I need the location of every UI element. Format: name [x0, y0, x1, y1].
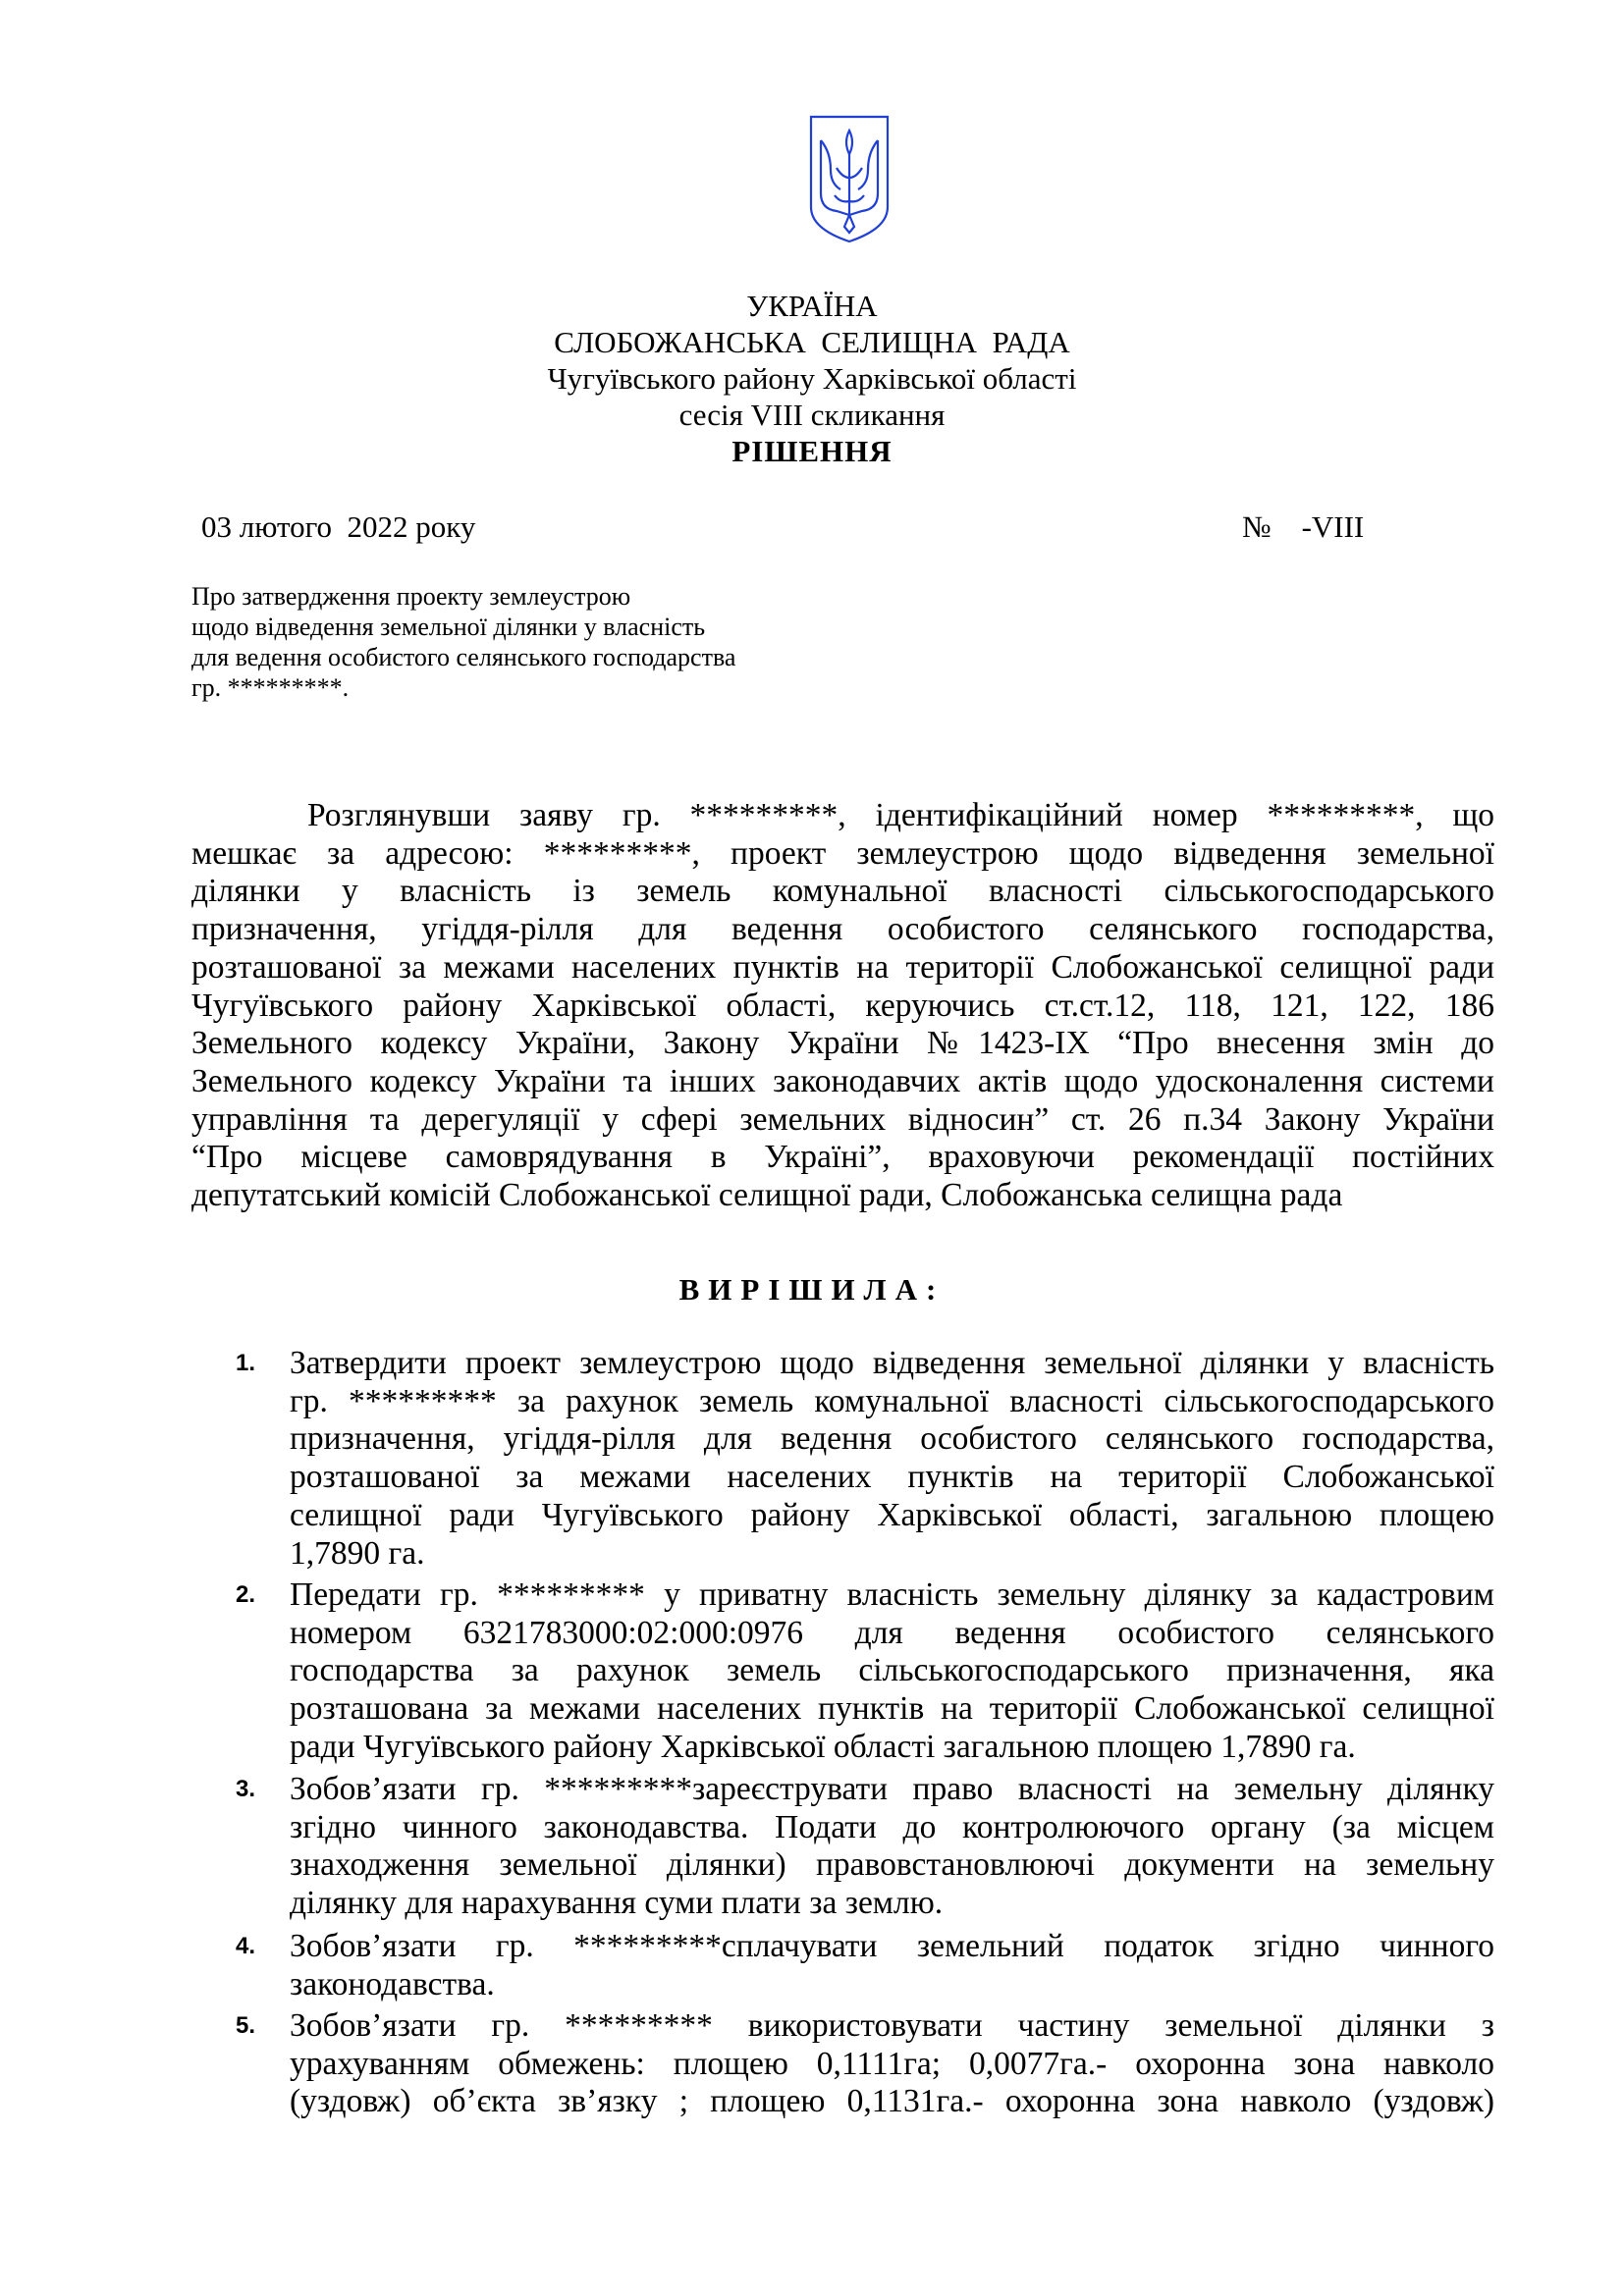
preamble-line: Чугуївського району Харківської області, керуючись ст.ст.12, 118, 121, 122, 186 [191, 987, 1494, 1024]
item-number: 3. [236, 1776, 256, 1802]
subject-line: для ведення особистого селянського господарства [191, 643, 736, 671]
preamble-line: “Про місцеве самоврядування в Україні”, враховуючи рекомендації постійних [191, 1139, 1494, 1176]
item-line: ділянку для нарахування суми плати за землю. [290, 1885, 944, 1922]
item-line: гр. ********* за рахунок земель комунальної власності сільськогосподарського [290, 1382, 1494, 1419]
preamble-line: призначення, угіддя-рілля для ведення особистого селянського господарства, [191, 911, 1494, 948]
item-number: 2. [236, 1581, 256, 1608]
item-line: урахуванням обмежень: площею 0,1111га; 0,0077га.- охоронна зона навколо [290, 2045, 1494, 2082]
item-line: розташована за межами населених пунктів на території Слобожанської селищної [290, 1690, 1494, 1728]
item-line: Затвердити проект землеустрою щодо відведення земельної ділянки у власність [290, 1345, 1494, 1381]
item-line: розташованої за межами населених пунктів на території Слобожанської [290, 1459, 1494, 1496]
item-line: 1,7890 га. [290, 1534, 425, 1572]
decision-date: 03 лютого 2022 року [201, 509, 476, 544]
preamble-line: ділянки у власність із земель комунальної власності сільськогосподарського [191, 873, 1494, 910]
item-line: Зобов’язати гр. *********сплачувати земельний податок згідно чинного [290, 1928, 1494, 1964]
item-text [290, 1928, 1494, 2003]
item-number: 5. [236, 2012, 256, 2039]
preamble-line: Земельного кодексу України та інших законодавчих актів щодо удосконалення системи [191, 1062, 1494, 1099]
session-name: сесія VIII скликання [678, 398, 946, 432]
item-number: 4. [236, 1933, 256, 1959]
item-line: ради Чугуївського району Харківської області загальною площею 1,7890 га. [290, 1728, 1356, 1765]
preamble-line: мешкає за адресою: *********, проект землеустрою щодо відведення земельної [191, 834, 1494, 872]
item-line: господарства за рахунок земель сільськогосподарського призначення, яка [290, 1652, 1494, 1689]
decision-subject [191, 581, 1075, 703]
council-name: СЛОБОЖАНСЬКА СЕЛИЩНА РАДА [554, 325, 1070, 359]
header-doctype-container [0, 433, 1624, 469]
item-text [290, 1771, 1494, 1923]
item-line: селищної ради Чугуївського району Харківської області, загальною площею [290, 1496, 1494, 1533]
subject-line: Про затвердження проекту землеустрою [191, 582, 631, 611]
header-session-container [0, 397, 1624, 433]
country-name: УКРАЇНА [746, 289, 878, 323]
header-district-container [0, 360, 1624, 397]
district-name: Чугуївського району Харківської області [547, 361, 1077, 396]
document-type-title: РІШЕННЯ [731, 434, 893, 468]
header-country-container [0, 288, 1624, 324]
item-text [290, 2007, 1494, 2121]
item-line: номером 6321783000:02:000:0976 для ведення особистого селянського [290, 1614, 1494, 1651]
preamble-paragraph [191, 797, 1494, 1215]
decision-number: № -VIII [1242, 509, 1365, 544]
item-line: призначення, угіддя-рілля для ведення особистого селянського господарства, [290, 1420, 1494, 1458]
item-text [290, 1576, 1494, 1767]
header-council-container [0, 324, 1624, 360]
preamble-line: розташованої за межами населених пунктів на території Слобожанської селищної ради [191, 948, 1494, 986]
item-line: згідно чинного законодавства. Подати до контролюючого органу (за місцем [290, 1808, 1494, 1845]
preamble-line: Земельного кодексу України, Закону України №1423-IX “Про внесення змін до [191, 1025, 1494, 1062]
item-line: (уздовж) об’єкта зв’язку ; площею 0,1131га.- охоронна зона навколо (уздовж) [290, 2083, 1494, 2120]
preamble-line: депутатський комісій Слобожанської селищної ради, Слобожанська селищна рада [191, 1177, 1343, 1214]
decided-heading: ВИРІШИЛА: [678, 1272, 946, 1307]
item-line: знаходження земельної ділянки) правовстановлюючі документи на земельну [290, 1846, 1494, 1884]
item-line: Зобов’язати гр. *********зареєструвати право власності на земельну ділянку [290, 1771, 1494, 1807]
item-number: 1. [236, 1350, 256, 1376]
item-text [290, 1345, 1494, 1573]
preamble-line: Розглянувши заяву гр. *********, ідентифікаційний номер *********, що [307, 797, 1494, 833]
preamble-line: управління та дерегуляції у сфері земельних відносин” ст. 26 п.34 Закону України [191, 1100, 1494, 1138]
subject-line: гр. *********. [191, 673, 350, 702]
item-line: Зобов’язати гр. ********* використовувати частину земельної ділянки з [290, 2007, 1494, 2044]
coat-of-arms-icon [807, 113, 892, 245]
subject-line: щодо відведення земельної ділянки у власність [191, 613, 706, 641]
item-line: Передати гр. ********* у приватну власність земельну ділянку за кадастровим [290, 1576, 1494, 1613]
item-line: законодавства. [290, 1965, 495, 2002]
